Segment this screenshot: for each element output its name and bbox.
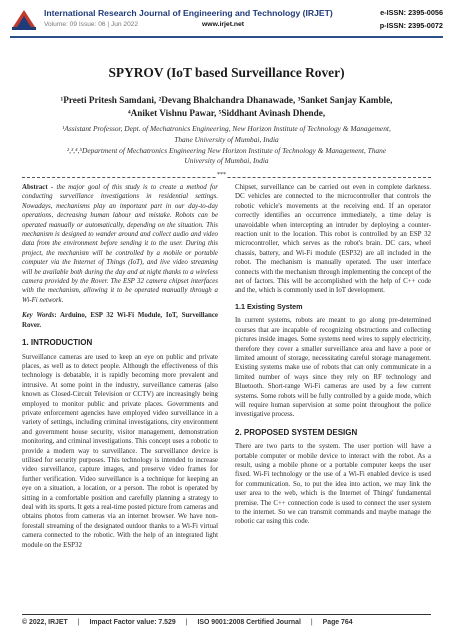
authors-line-1: ¹Preeti Pritesh Samdani, ²Devang Bhalchandra Dhanawade, ³Sanket Sanjay Kamble,	[60, 95, 393, 105]
left-column	[22, 183, 218, 556]
e-issn: e-ISSN: 2395-0056	[380, 8, 443, 17]
volume-issue: Volume: 09 Issue: 06 | Jun 2022	[44, 21, 139, 28]
affiliation-line-3: ²,³,⁴,⁵Department of Mechatronics Engineering New Horizon Institute of Technology & Management, Thane	[66, 145, 387, 155]
footer-divider: |	[77, 619, 80, 626]
footer-divider: |	[310, 619, 313, 626]
journal-name: International Research Journal of Engineering and Technology (IRJET)	[44, 8, 333, 18]
footer-page-number: Page 764	[322, 619, 353, 626]
affiliation-line-4: University of Mumbai, India	[184, 156, 269, 166]
header-rule	[10, 36, 443, 38]
existing-system-heading: 1.1 Existing System	[235, 301, 303, 311]
keywords	[22, 311, 218, 330]
abstract-label: Abstract -	[22, 184, 54, 191]
author-list	[20, 94, 433, 120]
intro-paragraph: Surveillance cameras are used to keep an eye on public and private places, as well as to detect people. Although the effectiveness of this technology is debatable, it is rapidly becoming more prevalent and intrusive. At some point in the industry, surveillance cameras (also known as Closed-Circuit Television or CCTV) are increasingly being employed to monitor public and private places. Governments and private enforcement agencies have employed video surveillance in a variety of settings, including criminal investigations, city environment and government house security, visitor management, demonstration monitoring, and criminal investigations. This concept uses a robotic to provide a modern way to surveillance. The surveillance device is utilised for security purposes. This technology is intended to increase video surveillance, capture images, and preserve video frames for further verification. Video surveillance is a technique for keeping an eye on a situation, a location, or a person. The robot is operated by sitting in a comfortable position and carefully planning a strategy to deal with its sports. It gets a real-time posted picture from cameras and obtains photos from cameras via an internet browser. We have non-forestall streaming of the designated outdoor thanks to a Wi-Fi virtual camera connected to the robotic. With the help of an integrated light module on the ESP32	[22, 353, 218, 549]
journal-header	[10, 6, 443, 36]
journal-url[interactable]: www.irjet.net	[202, 21, 245, 28]
abstract-text: the major goal of this study is to create a method for conducting surveillance investigations in residential settings. Nowadays, mechanisms play an important part in our day-to-day operations, decreasing human labour and mistake. Robots can be operated manually or automatically, depending on the situation. This mechanism is designed to wander around and collect audio and video data from the environment before sending it to the user. During this project, the mechanism will be controlled by a mobile or portable computer via the Internet of Things (IoT), and live video streaming will be available both during the day and at night thanks to a wireless camera provided by the Rover. The ESP 32 camera chipset interfaces with the mechanism, allowing it to be operated manually through a Wi-Fi network.	[22, 184, 218, 304]
affiliations	[20, 124, 433, 167]
footer-rule	[22, 614, 431, 615]
footer-iso: ISO 9001:2008 Certified Journal	[197, 619, 301, 626]
proposed-system-heading: 2. PROPOSED SYSTEM DESIGN	[235, 427, 358, 437]
footer-copyright: © 2022, IRJET	[22, 619, 68, 626]
affiliation-line-2: Thane University of Mumbai, India	[174, 134, 279, 144]
irjet-logo	[10, 7, 38, 31]
intro-continued-paragraph: Chipset, surveillance can be carried out even in complete darkness. DC vehicles are connected to the microcontroller that controls the robotic vehicle's movements at the receiving end. If an operator correctly identifies an occurrence immediately, a time delay is unavoidable when intercepting an intruder by deploying a counter-reaction unit to the location. This robot is controlled by an ESP 32 microcontroller, which serves as the robot's brain. DC cars, wheel chassis, battery, and Wi-Fi module (ESP32) are all included in the robot. The mechanism is manually operated. The user interface connects with the mechanism through implementing the concept of the net of factors. This will be accomplished with the help of C++ code and the, which is commonly used in IoT development.	[235, 184, 431, 295]
keywords-label: Key Words	[22, 312, 55, 320]
footer-impact-factor: Impact Factor value: 7.529	[89, 619, 176, 626]
paper-title: SPYROV (IoT based Surveillance Rover)	[108, 65, 345, 80]
existing-system-paragraph: In current systems, robots are meant to go along pre-determined courses that are incapable of recognizing obstructions and collecting pictures inside images. Some systems need wires to supply electricity, therefore they cover a smaller surveillance area and have a poor or limited amount of storage, necessitating careful storage management. Existing systems make use of robots that can only communicate in a limited number of ways since they rely on RF technology and Bluetooth. Short-range Wi-Fi cameras are used by a few current systems. Some robots will be fully controlled by a guide mode, which will require human supervision at some point throughout the police investigative process.	[235, 317, 431, 419]
page-footer	[22, 619, 431, 626]
keywords-text: : Arduino, ESP 32 Wi-Fi Module, IoT, Surveillance Rover.	[22, 312, 218, 329]
right-column	[235, 183, 431, 533]
footer-divider: |	[185, 619, 188, 626]
intro-heading: 1. INTRODUCTION	[22, 338, 93, 348]
affiliation-line-1: ¹Assistant Professor, Dept. of Mechatronics Engineering, New Horizon Institute of Technology & Management,	[62, 124, 391, 133]
p-issn: p-ISSN: 2395-0072	[379, 21, 443, 30]
abstract	[22, 183, 218, 305]
separator-stars: ***	[217, 172, 226, 178]
authors-line-2: ⁴Aniket Vishnu Pawar, ⁵Siddhant Avinash Dhende,	[127, 108, 326, 118]
proposed-system-paragraph: There are two parts to the system. The user portion will have a portable computer or mobile device to interact with the robot. As a result, using a mobile phone or a portable computer keeps the user fixed. Wi-Fi technology or the use of a Wi-Fi enabled device is used for communication. So, to put the idea into action, we may link the user area to the web, which is the Internet of Things' fundamental premise. The C++ connection code is used to connect the user system to the internet. So we can transmit commands and maybe manage the robotic car using this code.	[235, 443, 431, 526]
